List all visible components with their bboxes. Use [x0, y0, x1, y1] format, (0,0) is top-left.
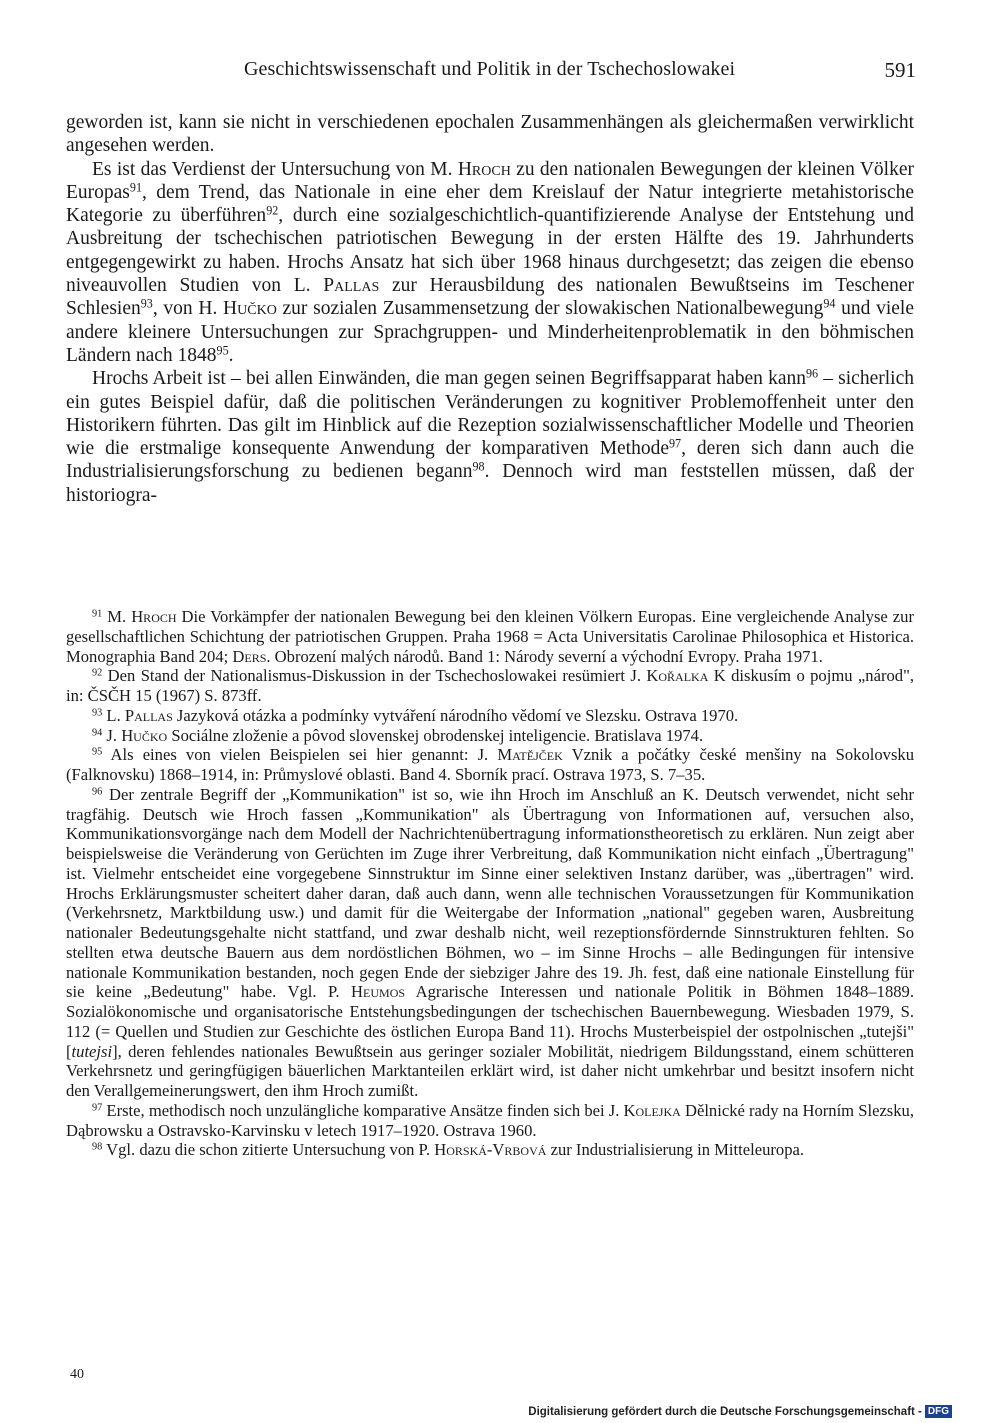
author-name: Horská-Vrbová [434, 1140, 547, 1160]
footnote-ref: 91 [92, 608, 103, 620]
text-run: , deren sich dann auch die Industrialisierungsforschung zu bedienen begann [66, 438, 914, 483]
text-run: geworden ist, kann sie nicht in verschiedenen epochalen Zusammenhängen als gleichermaßen verwirklicht angesehen werden. [66, 112, 914, 157]
author-name: Ders. [232, 646, 271, 666]
footnote-ref: 98 [92, 1141, 103, 1153]
author-name: Pallas [323, 275, 380, 297]
text-run: Vgl. dazu die schon zitierte Untersuchung von P. [102, 1140, 435, 1160]
author-name: Kolejka [623, 1100, 681, 1120]
author-name: Hučko [223, 298, 277, 320]
text-run: Obrození malých národů. Band 1: Národy severní a východní Evropy. Praha 1971. [270, 646, 823, 666]
text-run: Sociálne zloženie a pôvod slovenskej obrodenskej inteligencie. Bratislava 1974. [167, 725, 704, 745]
footnote-ref: 92 [92, 667, 103, 679]
author-name: Matějček [497, 745, 563, 765]
text-run: Jazyková otázka a podmínky vytváření národního vědomí ve Slezsku. Ostrava 1970. [172, 705, 739, 725]
footnote-ref: 91 [129, 180, 142, 195]
footnote-91 [66, 607, 914, 666]
footnote-98 [66, 1140, 914, 1160]
author-name: Hučko [121, 725, 168, 745]
text-run: – sicherlich ein gutes Beispiel dafür, daß die politischen Veränderungen zu kognitiver Problemoffenheit unter den Historikern führten. Das gilt im Hinblick auf die Rezeption sozialwissenschaftlicher Modelle und Theorien wie die erstmalige konsequente Anwendung der komparativen Methode [66, 368, 914, 460]
sheet-number: 40 [70, 1367, 84, 1382]
running-header [66, 58, 916, 88]
footnote-ref: 94 [823, 296, 836, 311]
footnote-ref: 95 [216, 343, 229, 358]
text-run: Agrarische Interessen und nationale Politik in Böhmen 1848–1889. Sozialökonomische und organisatorische Entstehungsbedingungen der tschechischen Bauernbewegung. Wiesbaden 1979, S. 112 (= Quellen und Studien zur Geschichte des östlichen Europa Band 11). Hrochs Musterbeispiel der ostpolnischen „tutejši" [ [66, 982, 914, 1061]
italic-text: tutejsi [71, 1041, 113, 1061]
text-run: zur Herausbildung des nationalen Bewußtseins im Teschener Schlesien [66, 275, 914, 320]
text-run: Vznik a počátky české menšiny na Sokolovsku (Falknovsku) 1868–1914, in: Průmyslové oblasti. Band 4. Sborník prací. Ostrava 1973, S. 7–35. [66, 745, 914, 784]
author-name: Kořalka [646, 666, 709, 686]
text-run: Es ist das Verdienst der Untersuchung von M. [92, 158, 458, 180]
text-run: Der zentrale Begriff der „Kommunikation" ist so, wie ihn Hroch im Anschluß an K. Deutsch verwendet, nicht sehr tragfähig. Deutsch wie Hroch fassen „Kommunikation" als Übertragung von Informationen auf, versuchen also, Kommunikationsvorgänge nach dem Modell der Nachrichtenübertragung informationstheoretisch zu erklären. Nun zeigt aber beispielsweise die Veränderung von Gerüchten im Zuge ihrer Verbreitung, daß Kommunikation nicht einfach „Übertragung" ist. Vielmehr entscheidet eine vorgegebene Sinnstruktur im Sinne einer selektiven Instanz darüber, was „übertragen" wird. Hrochs Erklärungsmuster scheitert daher daran, daß auch dann, wenn alle technischen Voraussetzungen für Kommunikation (Verkehrsnetz, Marktbildung usw.) und damit für die Weitergabe der Information „national" gegeben waren, Ausbreitung nationaler Bedeutungsgehalte nicht stattfand, und zwar deshalb nicht, weil rezeptionsfördernde Sinnstrukturen fehlten. So stellten etwa deutsche Bauern aus dem nordöstlichen Böhmen, wo – im Sinne Hrochs – alle Bedingungen für intensive nationale Kommunikation bestanden, noch gegen Ende der siebziger Jahre des 19. Jh. fest, daß eine nationale Einstellung für sie keine „Bedeutung" habe. Vgl. P. [66, 784, 914, 1002]
text-run: , durch eine sozialgeschichtlich-quantifizierende Analyse der Entstehung und Ausbreitung der tschechischen patriotischen Bewegung in der ersten Hälfte des 19. Jahrhunderts entgegengewirkt zu haben. Hrochs Ansatz hat sich über 1968 hinaus durchgesetzt; das zeigen die ebenso niveauvollen Studien von L. [66, 205, 914, 297]
author-name: Hroch [131, 607, 177, 626]
footnote-ref: 93 [140, 296, 153, 311]
paragraph [66, 367, 914, 507]
text-run: K diskusím o pojmu „národ", in: ČSČH 15 (1967) S. 873ff. [66, 666, 914, 705]
author-name: Hroch [457, 158, 511, 180]
footnote-92 [66, 666, 914, 706]
running-title: Geschichtswissenschaft und Politik in der Tschechoslowakei [244, 58, 736, 80]
footnote-ref: 97 [92, 1102, 103, 1114]
footnote-96 [66, 785, 914, 1101]
author-name: Heumos [351, 982, 406, 1002]
text-run: zur sozialen Zusammensetzung der slowakischen Nationalbewegung [276, 298, 824, 320]
footnote-ref: 97 [669, 436, 682, 451]
text-run: J. [102, 725, 122, 745]
text-run: Als eines von vielen Beispielen sei hier genannt: J. [102, 745, 498, 765]
footnotes [66, 607, 914, 1160]
digitization-note [528, 1405, 952, 1418]
text-run: , von H. [152, 298, 224, 320]
text-run: Dělnické rady na Horním Slezsku, Dąbrowsku a Ostravsko-Karvinsku v letech 1917–1920. Ostrava 1960. [66, 1100, 915, 1140]
text-run: ], deren fehlendes nationales Bewußtsein aus geringer sozialer Mobilität, niedrigem Bildungsstand, einem schütteren Verkehrsnetz und geringfügigen bäuerlichen Marktanteilen erklärt wird, ist daher nicht umkehrbar und besitzt insofern nicht den Verallgemeinerungswert, den ihm Hroch zumißt. [66, 1041, 914, 1100]
footnote-ref: 96 [92, 786, 103, 798]
text-run: Erste, methodisch noch unzulängliche komparative Ansätze finden sich bei J. [102, 1100, 624, 1120]
body-text [66, 111, 914, 507]
text-run: . [228, 344, 234, 366]
text-run: Den Stand der Nationalismus-Diskussion in der Tschechoslowakei resümiert J. [102, 666, 647, 686]
footnote-ref: 96 [806, 366, 819, 381]
text-run: zu den nationalen Bewegungen der kleinen Völker Europas [66, 158, 914, 203]
text-run: . Dennoch wird man feststellen müssen, daß der historiogra- [66, 461, 914, 506]
text-run: und viele andere kleinere Untersuchungen zur Sprachgruppen- und Minderheitenproblematik in den böhmischen Ländern nach 1848 [66, 298, 914, 366]
text-run: , dem Trend, das Nationale in eine eher dem Kreislauf der Natur integrierte metahistorische Kategorie zu überführen [66, 181, 914, 227]
text-run: L. [102, 705, 125, 725]
text-run: zur Industrialisierung in Mitteleuropa. [546, 1140, 805, 1160]
footnote-95 [66, 745, 914, 785]
footnote-ref: 92 [266, 203, 279, 218]
page-number: 591 [884, 58, 916, 82]
text-run: Hrochs Arbeit ist – bei allen Einwänden, die man gegen seinen Begriffsapparat haben kann [92, 368, 806, 390]
footnote-ref: 94 [92, 726, 103, 738]
footnote-ref: 93 [92, 707, 103, 719]
author-name: Pallas [124, 705, 173, 725]
text-run: M. [102, 607, 132, 626]
dfg-logo: DFG [925, 1405, 952, 1418]
digitization-note-text: Digitalisierung gefördert durch die Deutsche Forschungsgemeinschaft - [528, 1405, 922, 1418]
footnote-ref: 95 [92, 746, 103, 758]
footnote-97 [66, 1101, 914, 1141]
text-run: Die Vorkämpfer der nationalen Bewegung bei den kleinen Völkern Europas. Eine vergleichende Analyse zur gesellschaftlichen Schichtung der patriotischen Gruppen. Praha 1968 = Acta Universitatis Carolinae Philosophica et Historica. Monographia Band 204; [66, 607, 914, 666]
paragraph [66, 158, 914, 368]
paragraph [66, 111, 914, 158]
footnote-93 [66, 706, 914, 726]
footnote-ref: 98 [472, 459, 485, 474]
footnote-94 [66, 726, 914, 746]
